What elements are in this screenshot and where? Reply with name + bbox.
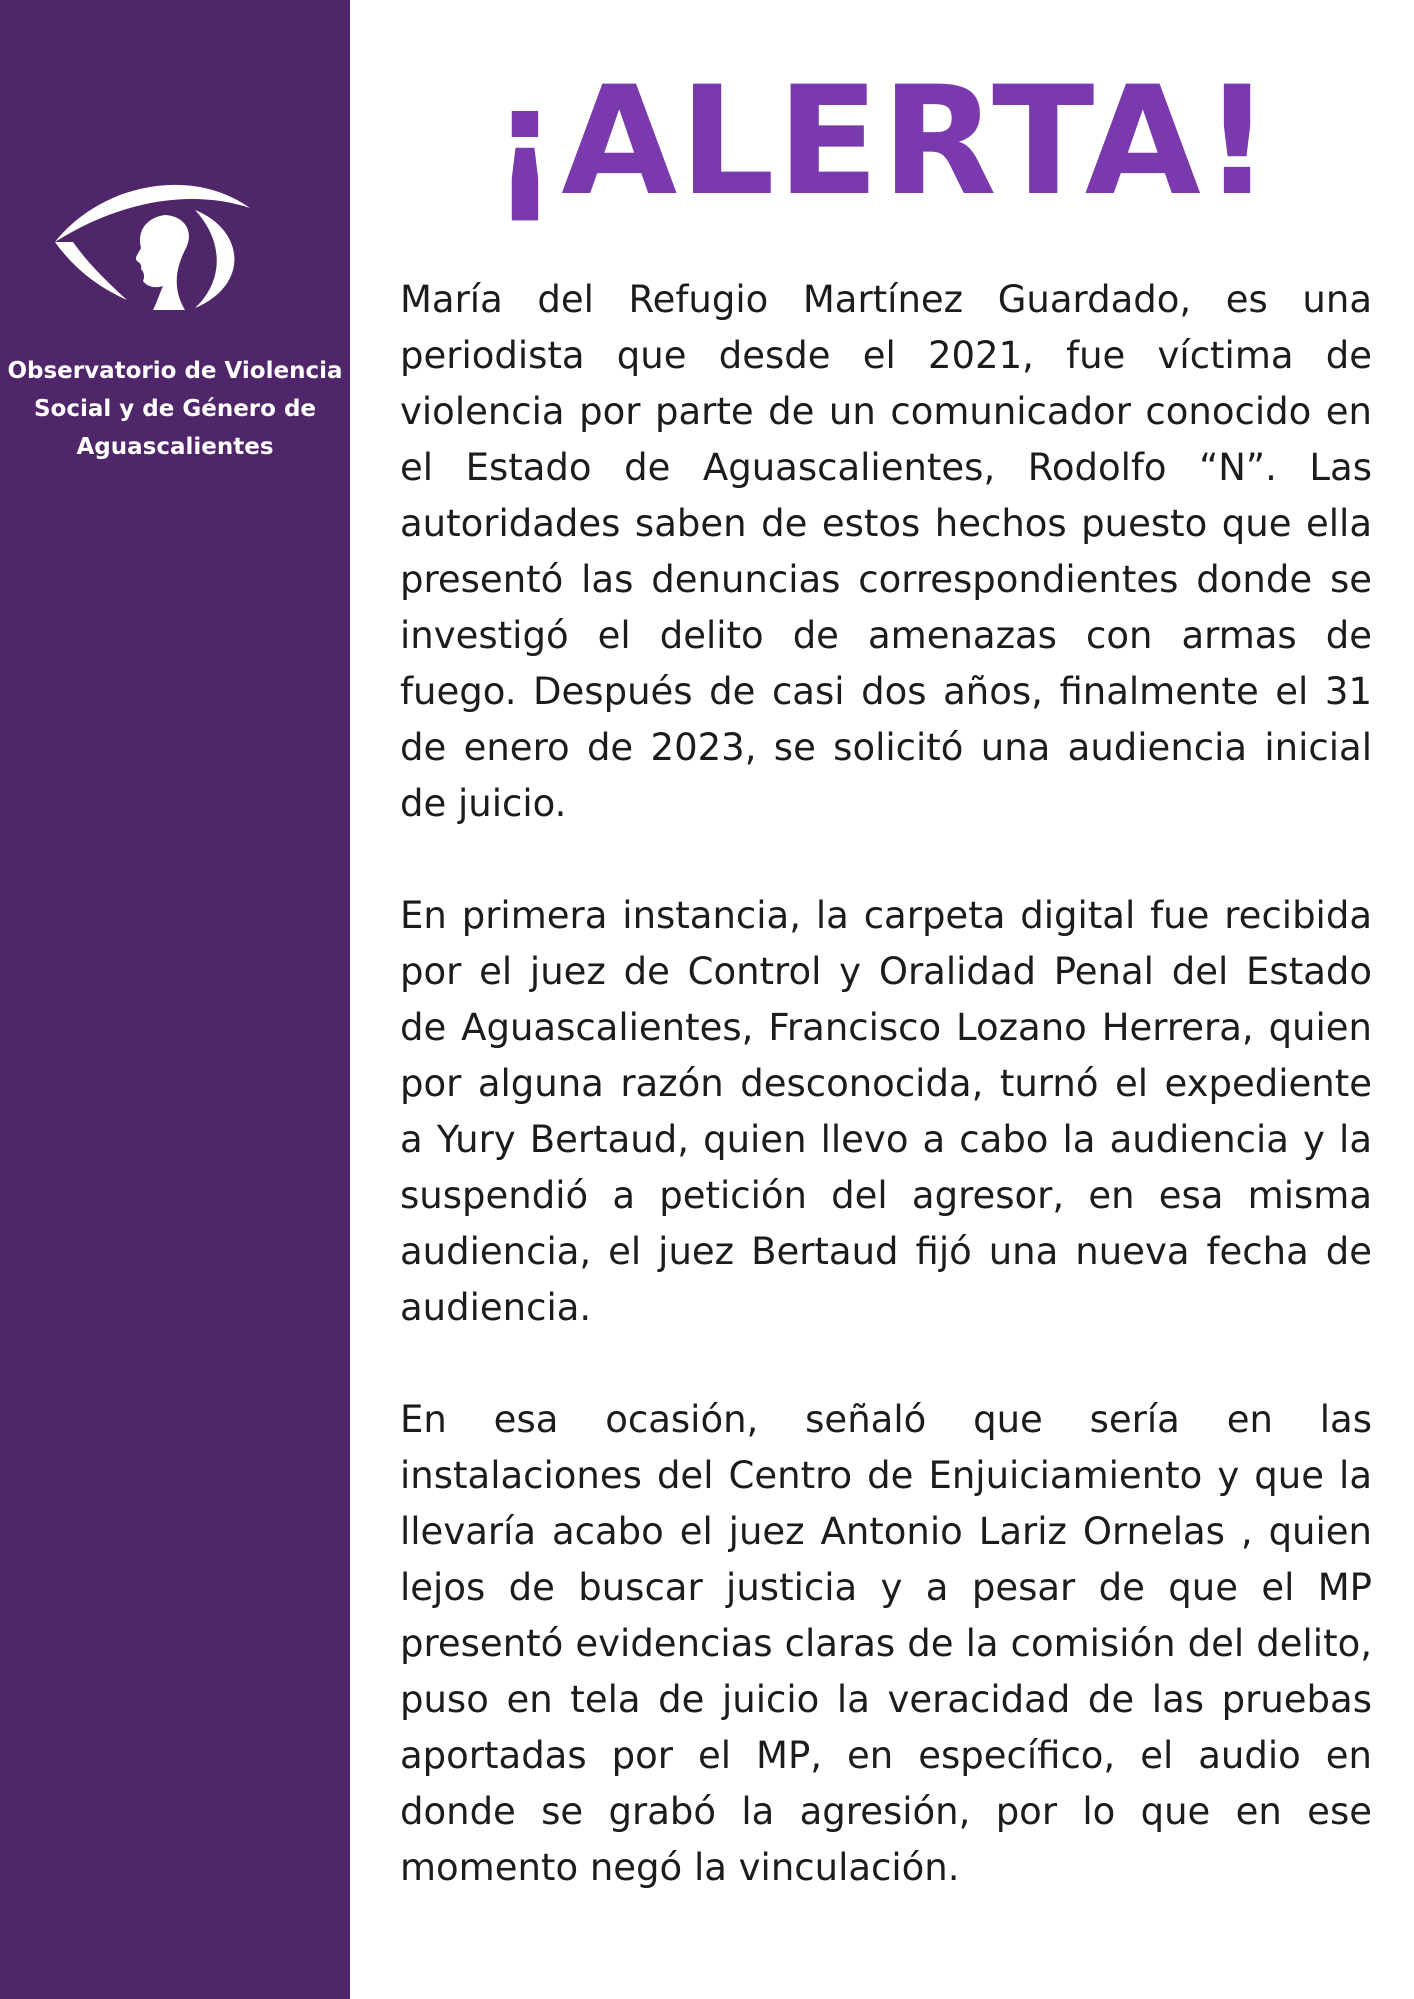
alert-title: ¡ALERTA! (490, 55, 1274, 229)
paragraph: María del Refugio Martínez Guardado, es una periodista que desde el 2021, fue víctima de violencia por parte de un comunicador conocido en el Estado de Aguascalientes, Rodolfo “N”. Las autoridades saben de estos hechos puesto que ella presentó las denuncias correspondientes donde se investigó el delito de amenazas con armas de fuego. Después de casi dos años, finalmente el 31 de enero de 2023, se solicitó una audiencia inicial de juicio. (400, 278, 1372, 825)
eye-woman-profile-logo (45, 170, 265, 315)
paragraph: En esa ocasión, señaló que sería en las instalaciones del Centro de Enjuiciamiento y que la llevaría acabo el juez Antonio Lariz Ornelas , quien lejos de buscar justicia y a pesar de que el MP presentó evidencias claras de la comisión del delito, puso en tela de juicio la veracidad de las pruebas aportadas por el MP, en específico, el audio en donde se grabó la agresión, por lo que en ese momento negó la vinculación. (400, 1398, 1372, 1889)
organization-name-line: Social y de Género de (33, 396, 317, 422)
sidebar (0, 0, 350, 1999)
organization-name (0, 352, 350, 466)
organization-name-line: Aguascalientes (76, 434, 274, 460)
organization-name-line: Observatorio de Violencia (7, 358, 343, 384)
paragraph: En primera instancia, la carpeta digital fue recibida por el juez de Control y Oralidad Penal del Estado de Aguascalientes, Francisco Lozano Herrera, quien por alguna razón desconocida, turnó el expediente a Yury Bertaud, quien llevo a cabo la audiencia y la suspendió a petición del agresor, en esa misma audiencia, el juez Bertaud fijó una nueva fecha de audiencia. (400, 894, 1372, 1329)
article-body (400, 272, 1372, 1952)
